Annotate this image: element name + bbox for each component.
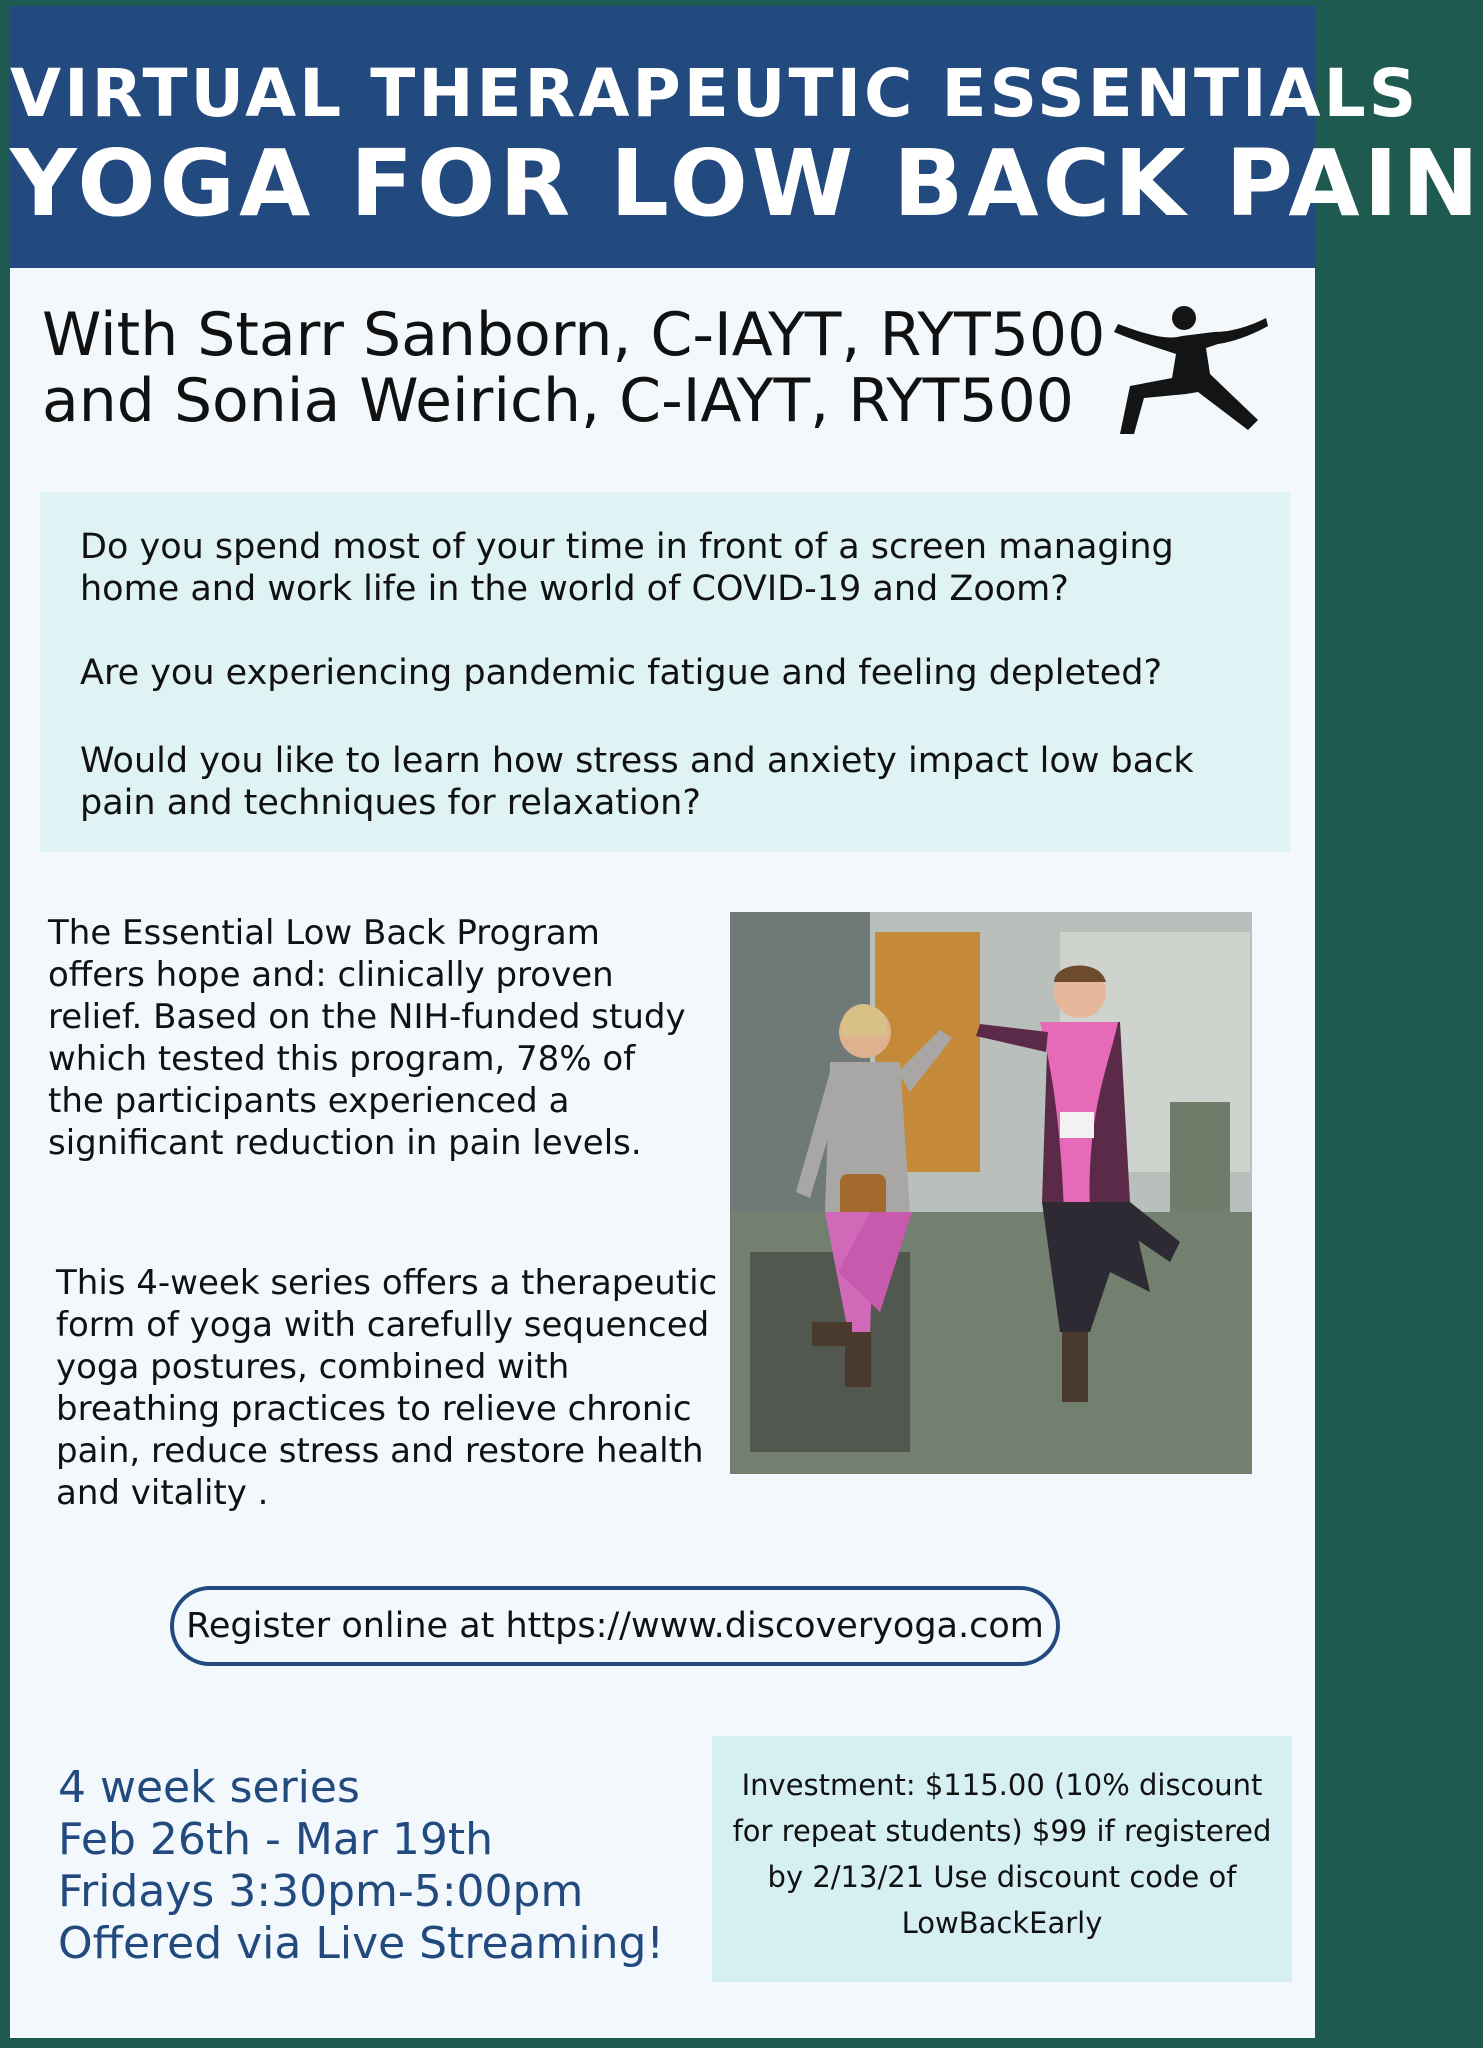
yoga-pose-icon: [1110, 302, 1270, 442]
schedule-dates: Feb 26th - Mar 19th: [58, 1814, 493, 1865]
schedule-info: [58, 1762, 698, 1970]
register-link[interactable]: Register online at https://www.discoveryoga.com: [170, 1586, 1060, 1666]
program-paragraph-1: The Essential Low Back Program offers hope and: clinically proven relief. Based on the NIH-funded study which tested this program, 78% of the participants experienced a significant reduction in pain levels.: [48, 913, 686, 1163]
flyer: [10, 6, 1483, 2038]
instructor-line-1: With Starr Sanborn, C-IAYT, RYT500: [42, 300, 1106, 370]
program-paragraph-2: This 4-week series offers a therapeutic form of yoga with carefully sequenced yoga postures, combined with breathing practices to relieve chronic pain, reduce stress and restore health and vitality .: [56, 1263, 718, 1513]
questions-box: [40, 492, 1290, 852]
title-banner: [10, 6, 1483, 268]
instructors: [42, 300, 1106, 436]
schedule-format: Offered via Live Streaming!: [58, 1918, 665, 1969]
banner-title: YOGA FOR LOW BACK PAIN: [10, 130, 1483, 237]
instructors-photo: [730, 912, 1252, 1474]
question-3: Would you like to learn how stress and anxiety impact low back pain and techniques for relaxation?: [80, 741, 1194, 823]
schedule-time: Fridays 3:30pm-5:00pm: [58, 1866, 584, 1917]
pricing-box: Investment: $115.00 (10% discount for repeat students) $99 if registered by 2/13/21 Use discount code of LowBackEarly: [712, 1736, 1292, 1982]
banner-subtitle: VIRTUAL THERAPEUTIC ESSENTIALS: [10, 55, 1420, 132]
question-1: Do you spend most of your time in front of a screen managing home and work life in the world of COVID-19 and Zoom?: [80, 527, 1174, 609]
instructor-line-2: and Sonia Weirich, C-IAYT, RYT500: [42, 366, 1074, 436]
question-2: Are you experiencing pandemic fatigue and feeling depleted?: [80, 653, 1163, 693]
schedule-series: 4 week series: [58, 1762, 360, 1813]
